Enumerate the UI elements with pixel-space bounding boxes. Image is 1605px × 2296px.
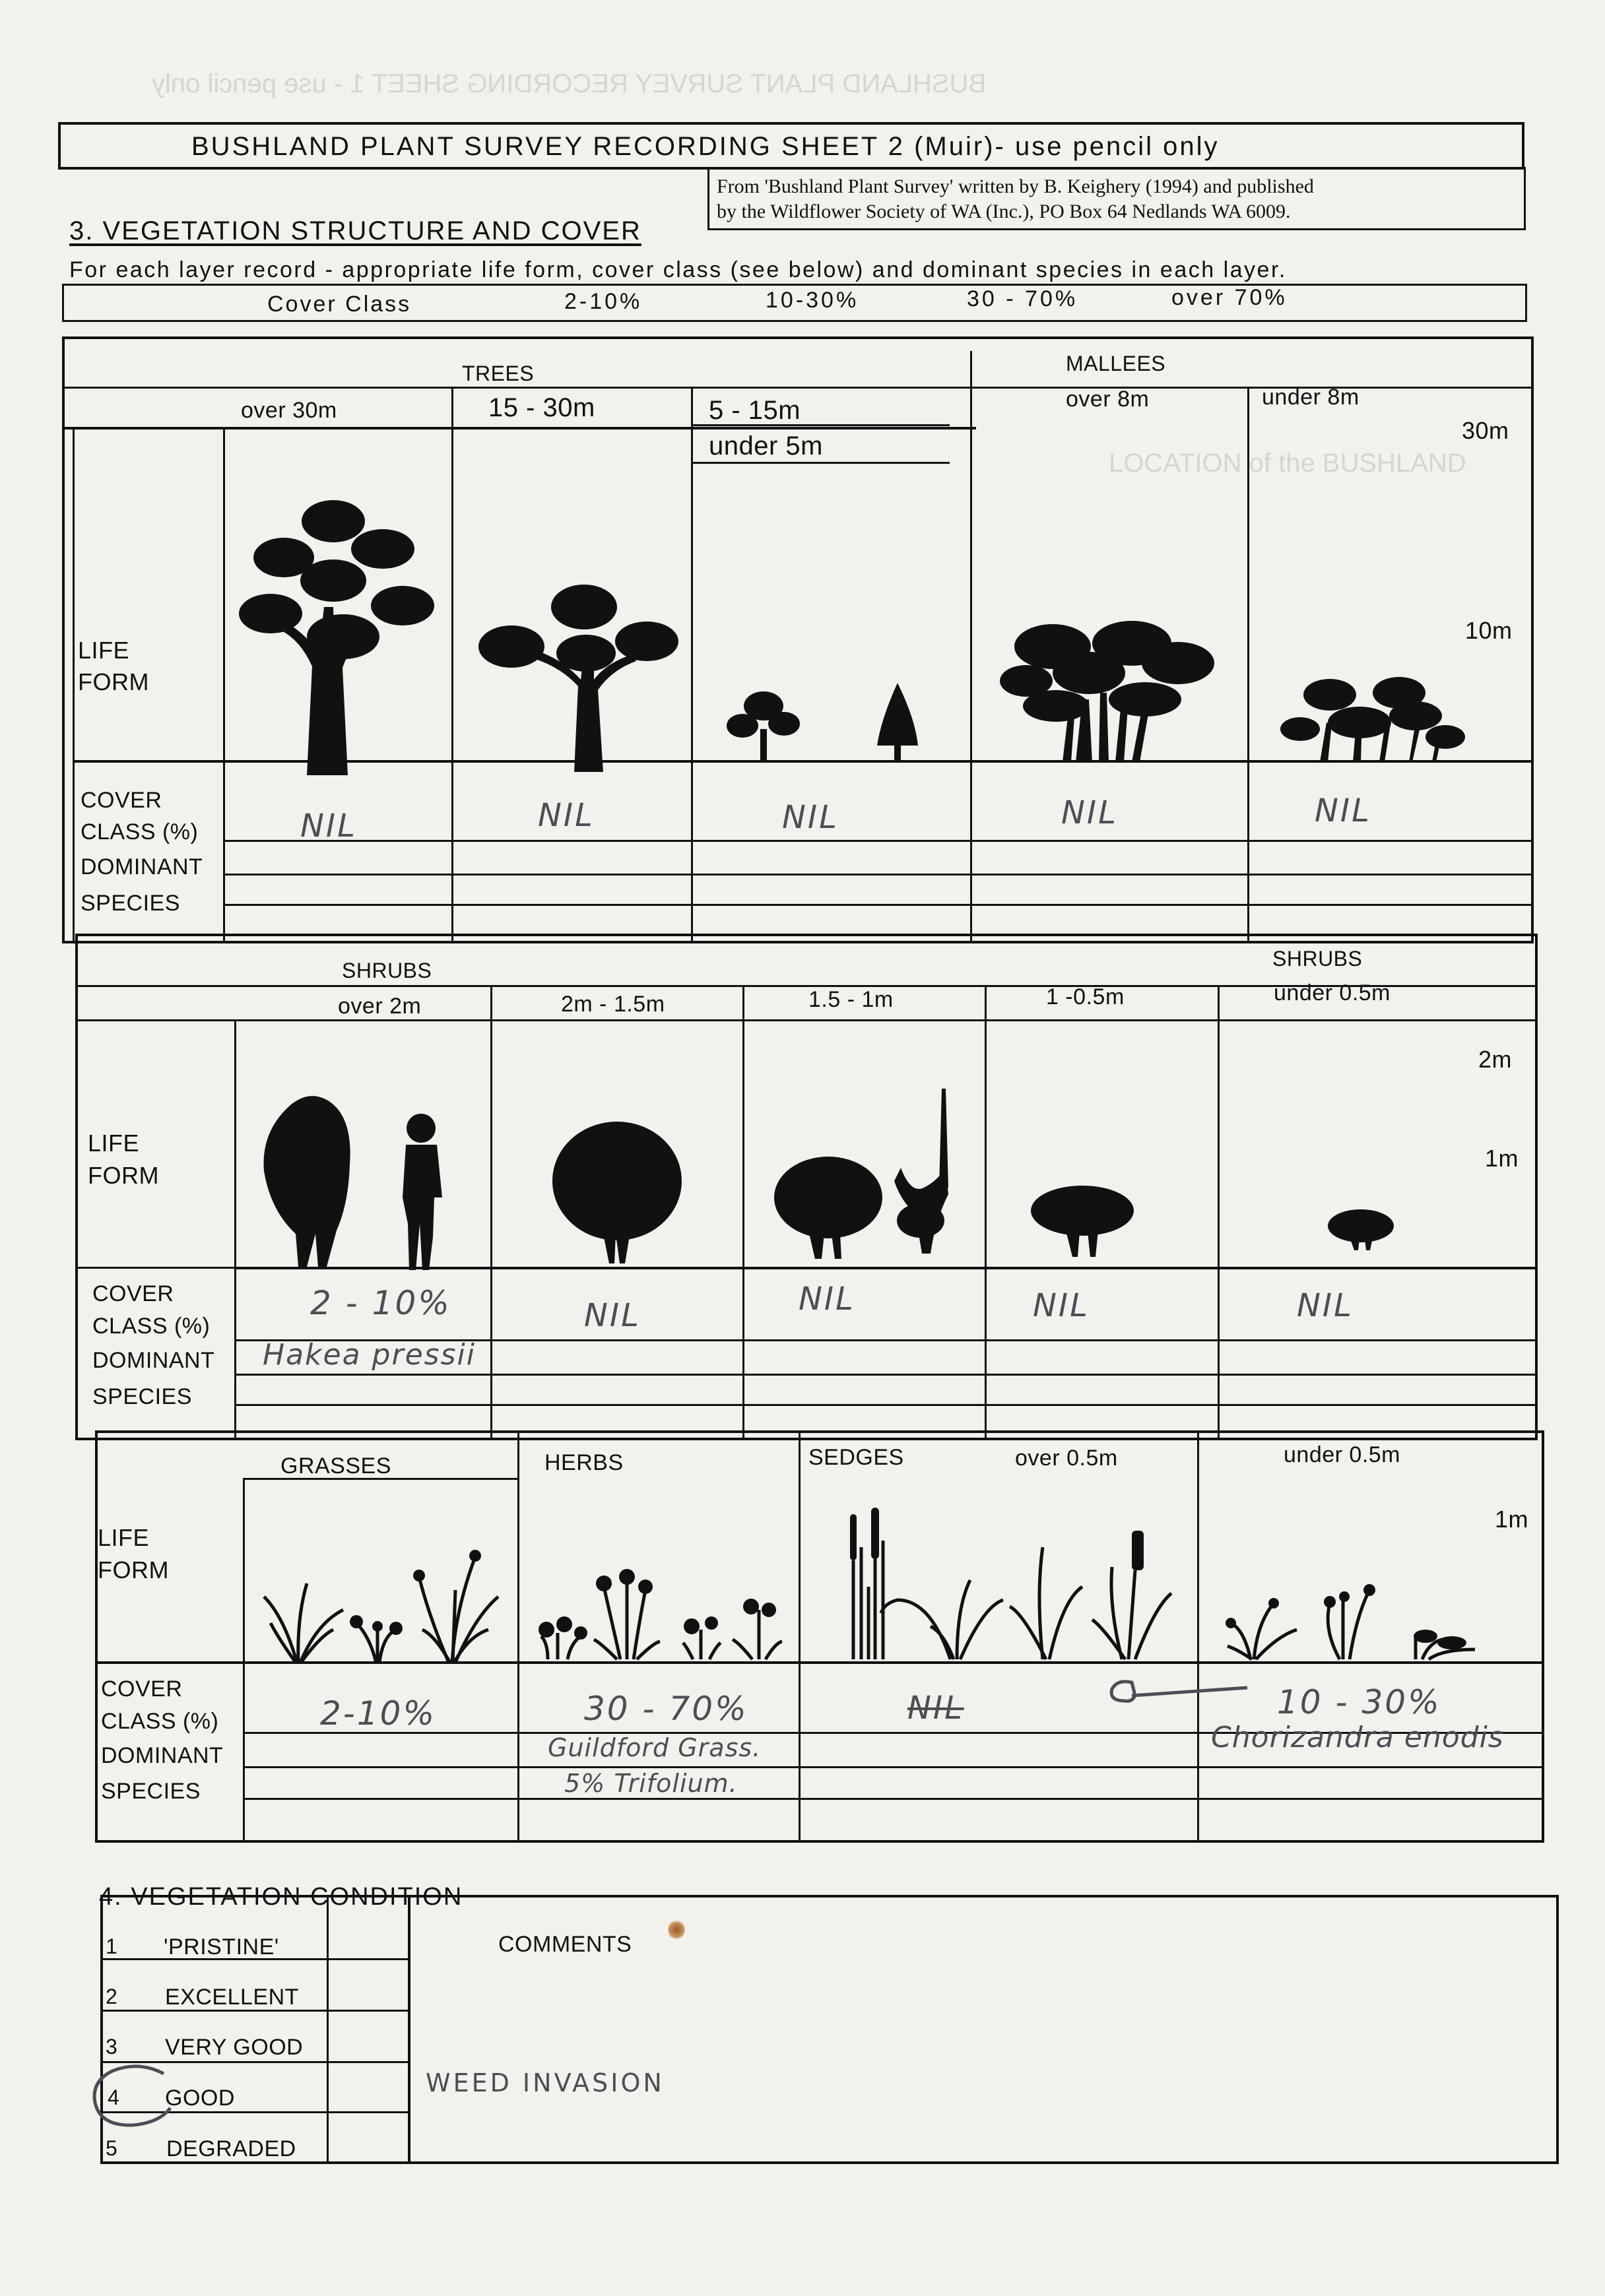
height-mark-1m: 1m bbox=[1485, 1145, 1519, 1172]
condition-2-label: EXCELLENT bbox=[165, 1985, 299, 2010]
col-grasses: GRASSES bbox=[280, 1453, 391, 1479]
row-label-dominant: DOMINANT bbox=[81, 854, 203, 879]
cover-class-3: 30 - 70% bbox=[967, 286, 1078, 311]
stain-mark bbox=[668, 1920, 685, 1940]
col-mallees-over-8m: over 8m bbox=[1066, 387, 1150, 412]
short-mallee-icon bbox=[1280, 676, 1465, 762]
section-3-instruction: For each layer record - appropriate life form, cover class (see below) and dominant species in each layer. bbox=[69, 257, 1287, 282]
tiny-shrub-icon bbox=[1327, 1207, 1396, 1250]
cover-class-2: 10-30% bbox=[766, 288, 859, 313]
col-trees-5-15m: 5 - 15m bbox=[709, 396, 801, 425]
col-mallees-under-8m: under 8m bbox=[1262, 385, 1359, 410]
comments-text: WEED INVASION bbox=[426, 2068, 665, 2097]
tall-tree-icon bbox=[234, 495, 445, 775]
group-trees: TREES bbox=[462, 362, 535, 385]
comments-label: COMMENTS bbox=[498, 1932, 632, 1957]
mallees-cover-under-8m: NIL bbox=[1315, 792, 1371, 829]
group-shrubs-left: SHRUBS bbox=[342, 959, 432, 982]
condition-3-label: VERY GOOD bbox=[165, 2035, 304, 2060]
row-label-dominant: DOMINANT bbox=[101, 1743, 224, 1768]
col-shrubs-2m-1-5m: 2m - 1.5m bbox=[561, 992, 665, 1017]
section-4-heading: 4. VEGETATION CONDITION bbox=[99, 1883, 463, 1911]
row-label-form: FORM bbox=[98, 1556, 169, 1583]
row-label-cover: COVER bbox=[81, 788, 162, 813]
condition-2-number: 2 bbox=[106, 1985, 118, 2008]
small-shrub-icon bbox=[769, 1089, 960, 1260]
group-mallees: MALLEES bbox=[1066, 352, 1166, 375]
condition-5-label: DEGRADED bbox=[166, 2136, 296, 2161]
source-line-1: From 'Bushland Plant Survey' written by B. Keighery (1994) and published bbox=[717, 175, 1314, 197]
row-label-class: CLASS (%) bbox=[81, 819, 199, 845]
condition-1-number: 1 bbox=[106, 1934, 118, 1958]
sheet-title: BUSHLAND PLANT SURVEY RECORDING SHEET 2 (Muir)- use pencil only bbox=[191, 132, 1220, 161]
condition-1-label: 'PRISTINE' bbox=[164, 1934, 279, 1960]
medium-tree-icon bbox=[475, 581, 680, 772]
row-label-species: SPECIES bbox=[92, 1384, 192, 1409]
cover-class-label: Cover Class bbox=[267, 292, 412, 317]
col-shrubs-1-5-1m: 1.5 - 1m bbox=[808, 987, 894, 1012]
conifer-tree-icon bbox=[874, 683, 921, 762]
col-shrubs-under-0-5m: under 0.5m bbox=[1274, 980, 1391, 1005]
sedge-icon bbox=[845, 1508, 1175, 1659]
col-shrubs-1-0-5m: 1 -0.5m bbox=[1046, 984, 1125, 1009]
row-label-species: SPECIES bbox=[81, 891, 180, 916]
row-label-class: CLASS (%) bbox=[92, 1314, 211, 1339]
cover-class-1: 2-10% bbox=[564, 289, 643, 314]
row-label-dominant: DOMINANT bbox=[92, 1348, 215, 1373]
height-mark-10m: 10m bbox=[1465, 617, 1513, 644]
height-mark-1m-grasses: 1m bbox=[1495, 1506, 1529, 1533]
section-3-heading: 3. VEGETATION STRUCTURE AND COVER bbox=[69, 216, 641, 245]
condition-5-number: 5 bbox=[106, 2136, 118, 2160]
condition-3-number: 3 bbox=[106, 2035, 118, 2058]
grasses-cover: 2-10% bbox=[320, 1694, 436, 1733]
row-label-species: SPECIES bbox=[101, 1779, 201, 1804]
col-trees-under-5m: under 5m bbox=[709, 431, 823, 461]
shrubs-cover-2m-1-5m: NIL bbox=[584, 1297, 641, 1334]
condition-box bbox=[100, 1895, 1559, 2164]
col-trees-15-30m: 15 - 30m bbox=[488, 393, 595, 422]
pencil-mark-icon bbox=[1105, 1676, 1251, 1709]
condition-4-number: 4 bbox=[108, 2086, 120, 2109]
height-mark-2m: 2m bbox=[1478, 1046, 1513, 1073]
small-tree-icon bbox=[726, 689, 802, 762]
group-shrubs-right: SHRUBS bbox=[1272, 947, 1363, 971]
col-sedges-under-0-5m: under 0.5m bbox=[1284, 1442, 1400, 1467]
herbs-species-2: 5% Trifolium. bbox=[564, 1769, 738, 1798]
low-sedge-icon bbox=[1224, 1577, 1482, 1659]
sedges-species-under-0-5m: Chorizandra enodis bbox=[1211, 1721, 1504, 1754]
mallees-cover-over-8m: NIL bbox=[1061, 794, 1118, 831]
shrubs-cover-1-0-5m: NIL bbox=[1033, 1287, 1090, 1324]
row-label-life: LIFE bbox=[78, 637, 130, 664]
shrubs-cover-under-0-5m: NIL bbox=[1297, 1287, 1354, 1324]
col-herbs: HERBS bbox=[544, 1450, 624, 1475]
sedges-cover-under-0-5m: 10 - 30% bbox=[1277, 1683, 1441, 1721]
source-line-2: by the Wildflower Society of WA (Inc.), PO Box 64 Nedlands WA 6009. bbox=[717, 201, 1291, 222]
selected-condition-circle-icon bbox=[86, 2062, 185, 2131]
row-label-life: LIFE bbox=[98, 1524, 150, 1551]
herbs-cover: 30 - 70% bbox=[584, 1690, 748, 1728]
low-shrub-icon bbox=[1030, 1184, 1135, 1257]
herb-icon bbox=[528, 1570, 785, 1659]
col-sedges: SEDGES bbox=[808, 1445, 904, 1470]
shrubs-species-over-2m: Hakea pressii bbox=[263, 1338, 476, 1372]
shrubs-cover-over-2m: 2 - 10% bbox=[310, 1284, 451, 1322]
tall-shrub-icon bbox=[244, 1092, 455, 1270]
grass-tuft-icon bbox=[257, 1537, 508, 1663]
sedges-cover-over-0-5m: NIL bbox=[907, 1690, 964, 1727]
col-sedges-over-0-5m: over 0.5m bbox=[1015, 1446, 1118, 1471]
condition-4-label: GOOD bbox=[165, 2086, 235, 2111]
herbs-species-1: Guildford Grass. bbox=[548, 1733, 762, 1762]
row-label-life: LIFE bbox=[88, 1130, 140, 1157]
row-label-class: CLASS (%) bbox=[101, 1709, 219, 1734]
shrubs-cover-1-5-1m: NIL bbox=[799, 1281, 855, 1318]
row-label-form: FORM bbox=[88, 1162, 159, 1189]
tall-mallee-icon bbox=[1000, 620, 1218, 762]
medium-shrub-icon bbox=[551, 1118, 683, 1263]
row-label-form: FORM bbox=[78, 668, 149, 695]
height-mark-30m: 30m bbox=[1462, 417, 1509, 444]
trees-cover-5-15m: NIL bbox=[782, 799, 839, 836]
trees-cover-15-30m: NIL bbox=[538, 797, 595, 834]
cover-class-4: over 70% bbox=[1171, 285, 1288, 310]
trees-cover-over-30m: NIL bbox=[300, 808, 357, 845]
row-label-cover: COVER bbox=[92, 1281, 174, 1306]
row-label-cover: COVER bbox=[101, 1676, 183, 1702]
col-trees-over-30m: over 30m bbox=[241, 398, 337, 423]
col-shrubs-over-2m: over 2m bbox=[338, 994, 422, 1019]
